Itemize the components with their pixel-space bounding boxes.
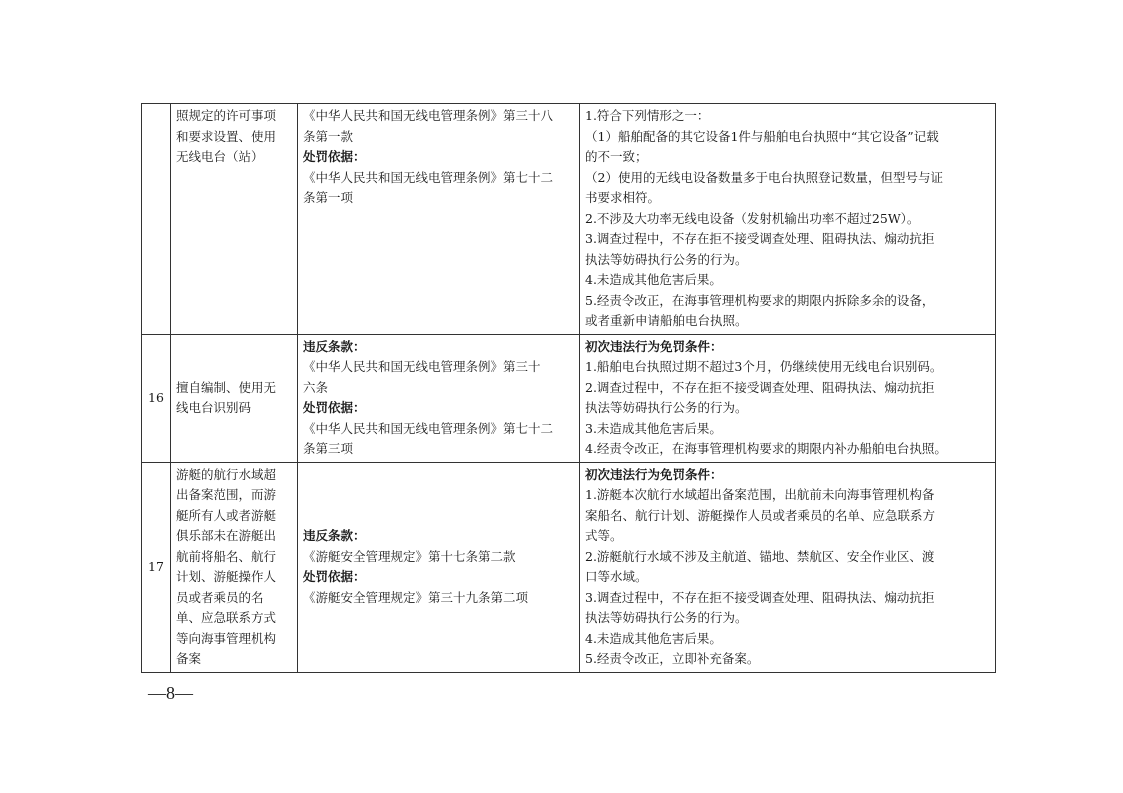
condition-line: 书要求相符。: [585, 190, 661, 205]
legal-basis-cell: [298, 462, 580, 672]
row-number-cell: [142, 104, 171, 335]
page-number: —8—: [148, 683, 193, 703]
act-line: 线电台识别码: [176, 400, 252, 415]
basis-line: 《中华人民共和国无线电管理条例》第七十二: [303, 169, 554, 185]
violation-clause-heading: 违反条款：: [303, 528, 366, 543]
exemption-conditions-cell: [580, 334, 996, 462]
condition-line: 的不一致；: [585, 149, 648, 164]
condition-line: 执法等妨碍执行公务的行为。: [585, 400, 748, 415]
row-number-cell: [142, 334, 171, 462]
basis-line: 《游艇安全管理规定》第十七条第二款: [303, 548, 516, 564]
condition-line: 案船名、航行计划、游艇操作人员或者乘员的名单、应急联系方: [585, 507, 936, 523]
condition-line: 或者重新申请船舶电台执照。: [585, 313, 748, 328]
condition-line: 2.不涉及大功率无线电设备（发射机输出功率不超过25W）。: [585, 210, 920, 226]
act-line: 游艇的航行水域超: [176, 466, 277, 482]
condition-line: 4.未造成其他危害后果。: [585, 630, 722, 646]
condition-line: 2.游艇航行水域不涉及主航道、锚地、禁航区、安全作业区、渡: [585, 548, 935, 564]
condition-line: 3.调查过程中，不存在拒不接受调查处理、阻碍执法、煽动抗拒: [585, 231, 935, 246]
basis-line: 《中华人民共和国无线电管理条例》第七十二: [303, 420, 554, 436]
violation-act-cell: [171, 334, 298, 462]
act-line: 备案: [176, 651, 202, 666]
violation-act-cell: [171, 462, 298, 672]
penalty-basis-heading: 处罚依据：: [303, 569, 366, 584]
basis-line: 条第三项: [303, 441, 354, 456]
condition-line: 5.经责令改正，在海事管理机构要求的期限内拆除多余的设备，: [585, 292, 935, 308]
violation-act-cell: [171, 104, 298, 335]
row-number-cell: [142, 462, 171, 672]
table-row: [142, 104, 996, 335]
condition-line: 3.调查过程中，不存在拒不接受调查处理、阻碍执法、煽动抗拒: [585, 589, 935, 605]
exemption-conditions-cell: [580, 462, 996, 672]
violation-clause-heading: 违反条款：: [303, 338, 366, 354]
act-line: 无线电台（站）: [176, 149, 264, 164]
act-line: 和要求设置、使用: [176, 128, 277, 144]
basis-line: 《中华人民共和国无线电管理条例》第三十八: [303, 108, 554, 123]
act-line: 计划、游艇操作人: [176, 569, 277, 584]
legal-basis-cell: [298, 104, 580, 335]
condition-line: 执法等妨碍执行公务的行为。: [585, 251, 748, 267]
row-number: 17: [148, 558, 164, 574]
basis-line: 条第一款: [303, 128, 354, 144]
penalty-basis-heading: 处罚依据：: [303, 400, 366, 415]
basis-line: 《中华人民共和国无线电管理条例》第三十: [303, 359, 541, 374]
condition-line: （1）船舶配备的其它设备1件与船舶电台执照中“其它设备”记载: [585, 128, 939, 144]
table-row: [142, 462, 996, 672]
condition-line: 1.游艇本次航行水域超出备案范围，出航前未向海事管理机构备: [585, 487, 935, 502]
act-line: 擅自编制、使用无: [176, 379, 277, 395]
act-line: 单、应急联系方式: [176, 610, 277, 625]
act-line: 等向海事管理机构: [176, 630, 277, 646]
condition-line: 3.未造成其他危害后果。: [585, 420, 722, 436]
condition-line: 1.符合下列情形之一：: [585, 108, 710, 123]
penalty-basis-heading: 处罚依据：: [303, 149, 366, 164]
act-line: 艇所有人或者游艇: [176, 507, 277, 523]
basis-line: 六条: [303, 379, 329, 395]
legal-basis-cell: [298, 334, 580, 462]
act-line: 照规定的许可事项: [176, 108, 277, 123]
exemption-heading: 初次违法行为免罚条件：: [585, 466, 723, 482]
act-line: 出备案范围，而游: [176, 487, 277, 502]
condition-line: 式等。: [585, 528, 623, 543]
condition-line: 2.调查过程中，不存在拒不接受调查处理、阻碍执法、煽动抗拒: [585, 379, 935, 395]
condition-line: 口等水域。: [585, 569, 648, 584]
act-line: 员或者乘员的名: [176, 589, 264, 605]
exemption-conditions-cell: [580, 104, 996, 335]
act-line: 航前将船名、航行: [176, 548, 277, 564]
table-row: [142, 334, 996, 462]
condition-line: 执法等妨碍执行公务的行为。: [585, 610, 748, 625]
exemption-heading: 初次违法行为免罚条件：: [585, 338, 723, 354]
basis-line: 条第一项: [303, 190, 354, 205]
condition-line: 4.未造成其他危害后果。: [585, 272, 722, 287]
basis-line: 《游艇安全管理规定》第三十九条第二项: [303, 589, 529, 605]
condition-line: 4.经责令改正，在海事管理机构要求的期限内补办船舶电台执照。: [585, 441, 947, 456]
condition-line: 1.船舶电台执照过期不超过3个月，仍继续使用无线电台识别码。: [585, 359, 943, 374]
act-line: 俱乐部未在游艇出: [176, 528, 277, 543]
penalty-exemption-table: [141, 103, 996, 673]
condition-line: （2）使用的无线电设备数量多于电台执照登记数量，但型号与证: [585, 169, 943, 185]
row-number: 16: [148, 389, 164, 405]
condition-line: 5.经责令改正，立即补充备案。: [585, 651, 760, 666]
